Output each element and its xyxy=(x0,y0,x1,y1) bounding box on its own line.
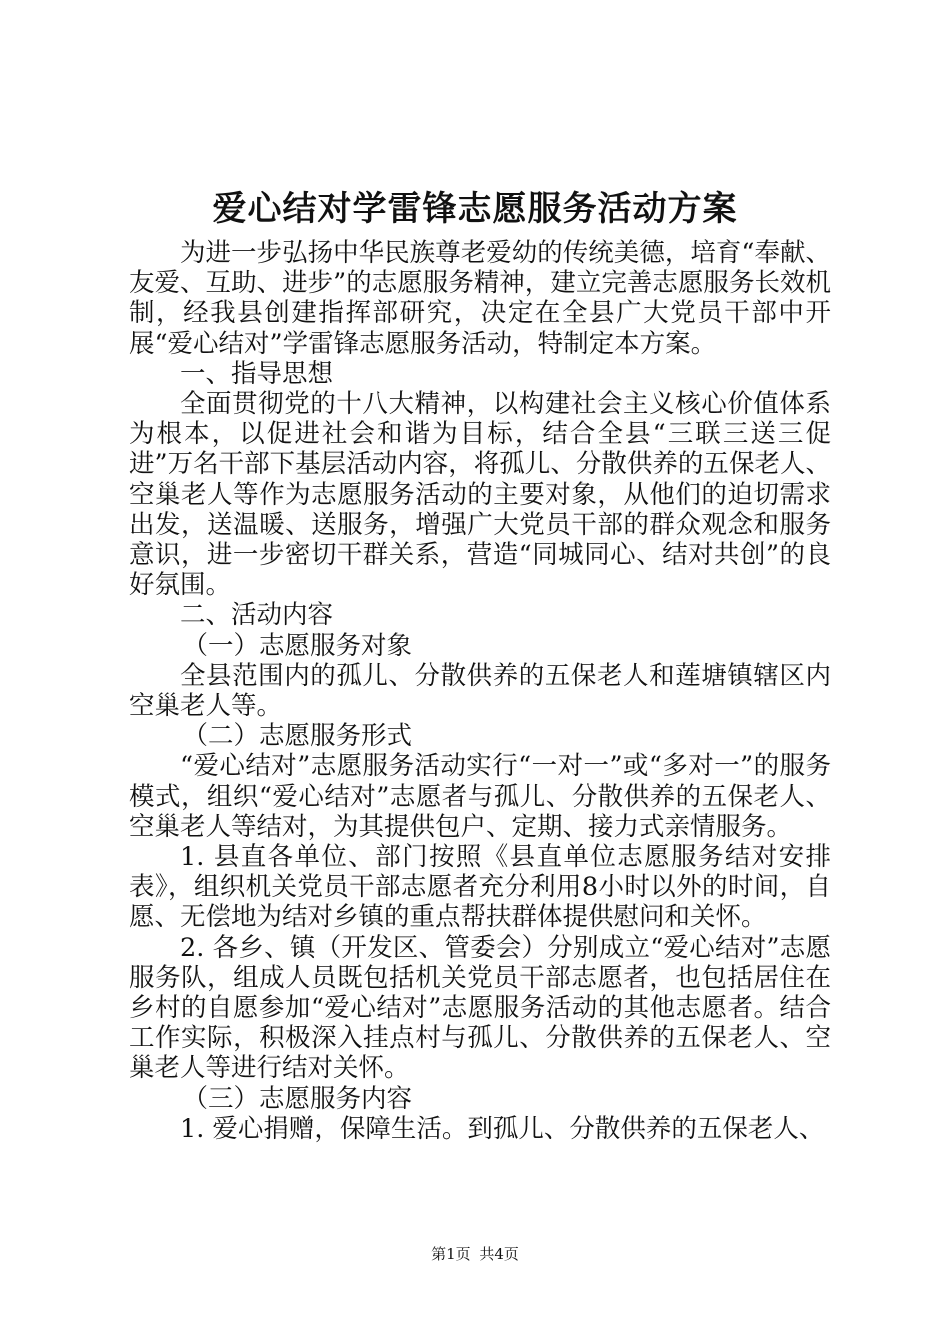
section-heading-guiding-thought: 一、指导思想 xyxy=(180,358,334,389)
intro-paragraph: 为进一步弘扬中华民族尊老爱幼的传统美德，培育“奉献、友爱、互助、进步”的志愿服务精神，建立完善志愿服务长效机制，经我县创建指挥部研究，决定在全县广大党员干部中开展“爱心结对”学雷锋志愿服务活动，特制定本方案。 xyxy=(129,238,831,359)
subheading-service-form: （二）志愿服务形式 xyxy=(182,721,413,752)
guiding-thought-paragraph: 全面贯彻党的十八大精神，以构建社会主义核心价值体系为根本，以促进社会和谐为目标，结合全县“三联三送三促进”万名干部下基层活动内容，将孤儿、分散供养的五保老人、空巢老人等作为志愿服务活动的主要对象，从他们的迫切需求出发，送温暖、送服务，增强广大党员干部的群众观念和服务意识，进一步密切干群关系，营造“同城同心、结对共创”的良好氛围。 xyxy=(129,389,831,601)
section-heading-activity-content: 二、活动内容 xyxy=(180,600,334,631)
subheading-service-content: （三）志愿服务内容 xyxy=(182,1083,413,1114)
service-form-paragraph: “爱心结对”志愿服务活动实行“一对一”或“多对一”的服务模式，组织“爱心结对”志愿者与孤儿、分散供养的五保老人、空巢老人等结对，为其提供包户、定期、接力式亲情服务。 xyxy=(129,751,831,842)
service-form-item-1: 1. 县直各单位、部门按照《县直单位志愿服务结对安排表》，组织机关党员干部志愿者充分利用8小时以外的时间，自愿、无偿地为结对乡镇的重点帮扶群体提供慰问和关怀。 xyxy=(129,842,831,933)
page-footer xyxy=(0,1244,950,1264)
service-target-paragraph: 全县范围内的孤儿、分散供养的五保老人和莲塘镇辖区内空巢老人等。 xyxy=(129,660,831,722)
subheading-service-target: （一）志愿服务对象 xyxy=(182,630,413,661)
service-form-item-2: 2. 各乡、镇（开发区、管委会）分别成立“爱心结对”志愿服务队，组成人员既包括机关党员干部志愿者，也包括居住在乡村的自愿参加“爱心结对”志愿服务活动的其他志愿者。结合工作实际，积极深入挂点村与孤儿、分散供养的五保老人、空巢老人等进行结对关怀。 xyxy=(129,932,831,1084)
service-content-item-1: 1. 爱心捐赠，保障生活。到孤儿、分散供养的五保老人、 xyxy=(180,1113,825,1144)
page-total: 共4页 xyxy=(479,1245,519,1263)
page-number: 第1页 xyxy=(431,1245,471,1263)
document-body xyxy=(129,238,831,1144)
document-title: 爱心结对学雷锋志愿服务活动方案 xyxy=(212,189,738,229)
